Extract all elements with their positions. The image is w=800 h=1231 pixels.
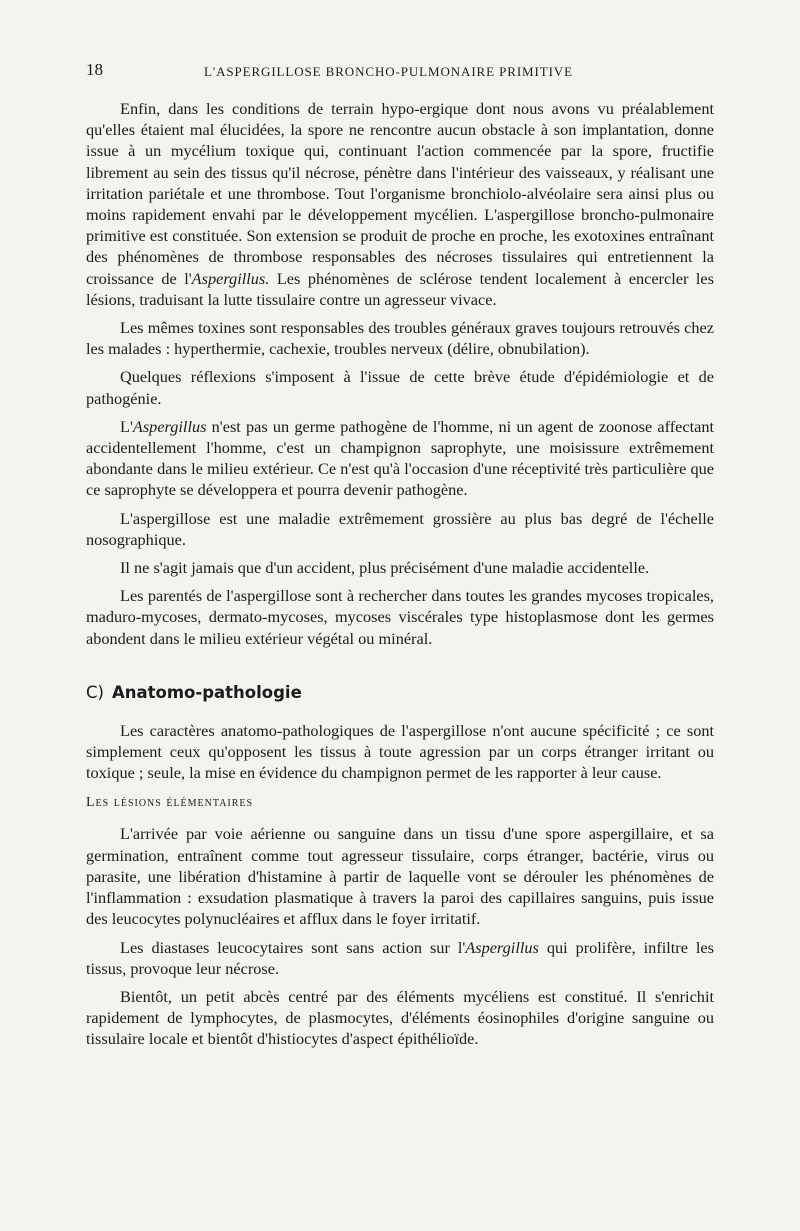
paragraph: Il ne s'agit jamais que d'un accident, plus précisément d'une maladie accidentelle. — [120, 558, 650, 578]
paragraph: Les diastases leucocytaires sont sans action sur l'Aspergillus qui prolifère, infiltre les tissus, provoque leur nécrose. — [86, 937, 714, 978]
section-title: Anatomo-pathologie — [111, 682, 302, 702]
italic-genus: Aspergillus — [465, 937, 539, 957]
page-number: 18 — [86, 60, 103, 79]
paragraph: Les parentés de l'aspergillose sont à rechercher dans toutes les grandes mycoses tropicales, maduro-mycoses, dermato-mycoses, mycoses viscérales type histoplasmose dont les germes abondent dans le milieu extérieur végétal ou minéral. — [86, 586, 714, 648]
italic-genus: Aspergillus — [132, 416, 207, 436]
paragraph: Les mêmes toxines sont responsables des troubles généraux graves toujours retrouvés chez les malades : hyperthermie, cachexie, troubles nerveux (délire, obnubilation). — [86, 318, 714, 359]
subheading: Les lésions élémentaires — [86, 795, 254, 811]
paragraph: L'arrivée par voie aérienne ou sanguine dans un tissu d'une spore aspergillaire, et sa germination, entraînent comme tout agresseur tissulaire, corps étranger, bactérie, virus ou parasite, une libération d'histamine à partir de laquelle vont se dérouler les phénomènes de l'inflammation : exsudation plasmatique à travers la paroi des capillaires sanguins, puis issue des leucocytes polynucléaires et afflux dans le foyer irritatif. — [86, 824, 714, 929]
paragraph: Quelques réflexions s'imposent à l'issue de cette brève étude d'épidémiologie et de pathogénie. — [86, 367, 714, 408]
document-page — [86, 60, 714, 1057]
running-header — [86, 60, 714, 88]
paragraph: L'Aspergillus n'est pas un germe pathogène de l'homme, ni un agent de zoonose affectant accidentellement l'homme, c'est un champignon saprophyte, une moisissure extrêmement abondante dans le milieu extérieur. Ce n'est qu'à l'occasion d'une réceptivité très particulière que ce saprophyte se développera et pourra devenir pathogène. — [86, 416, 714, 500]
paragraph: Bientôt, un petit abcès centré par des éléments mycéliens est constitué. Il s'enrichit rapidement de lymphocytes, de plasmocytes, d'éléments éosinophiles d'origine sanguine ou tissulaire locale et bientôt d'histiocytes d'aspect épithélioïde. — [86, 986, 714, 1049]
paragraph: Enfin, dans les conditions de terrain hypo-ergique dont nous avons vu préalablement qu'elles étaient mal élucidées, la spore ne rencontre aucun obstacle à son implantation, donne issue à un mycélium toxique qui, continuant l'action commencée par la spore, fructifie librement au sein des tissus qu'il nécrose, pénètre dans l'intérieur des vaisseaux, y réalisant une irritation pariétale et une thrombose. Tout l'organisme bronchiolo-alvéolaire sera ainsi plus ou moins rapidement envahi par le développement mycélien. L'aspergillose broncho-pulmonaire primitive est constituée. Son extension se produit de proche en proche, les exotoxines entraînant des phénomènes de thrombose responsables des nécroses tissulaires qui entretiennent la croissance de l'Aspergillus. Les phénomènes de sclérose tendent localement à encercler les lésions, traduisant la lutte tissulaire contre un agresseur vivace. — [86, 99, 714, 309]
italic-genus: Aspergillus. — [191, 268, 270, 288]
running-title: L'ASPERGILLOSE BRONCHO-PULMONAIRE PRIMITIVE — [204, 64, 573, 79]
section-heading — [86, 683, 714, 702]
section-letter: C) — [86, 682, 104, 702]
paragraph: L'aspergillose est une maladie extrêmement grossière au plus bas degré de l'échelle nosographique. — [86, 508, 714, 549]
paragraph: Les caractères anatomo-pathologiques de l'aspergillose n'ont aucune spécificité ; ce sont simplement ceux qu'opposent les tissus à toute agression par un corps étranger irritant ou toxique ; seule, la mise en évidence du champignon permet de les rapporter à leur cause. — [86, 720, 714, 783]
